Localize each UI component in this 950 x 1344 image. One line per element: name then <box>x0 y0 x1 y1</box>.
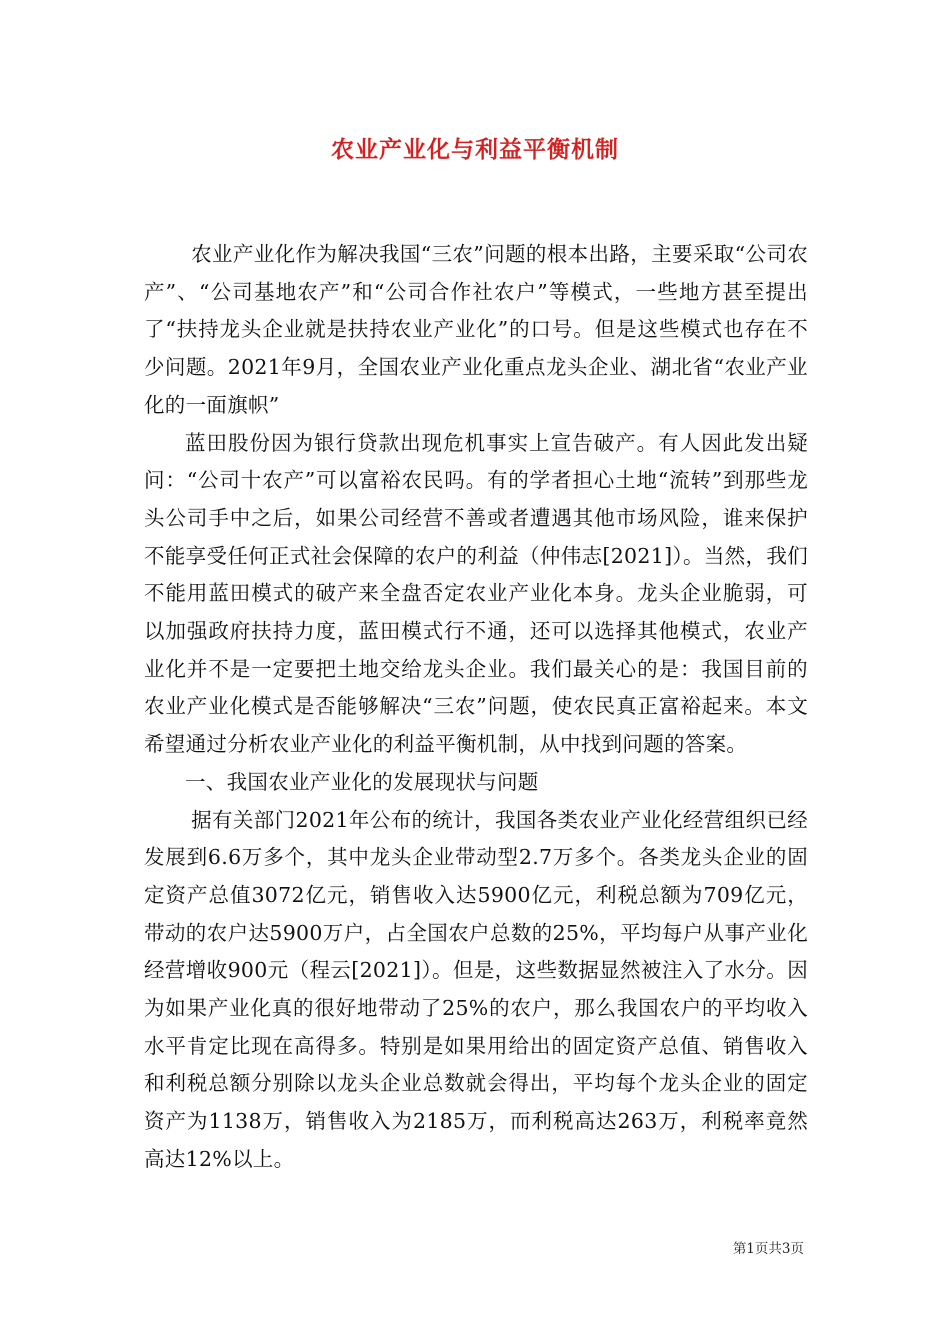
body-paragraph: 据有关部门2021年公布的统计，我国各类农业产业化经营组织已经发展到6.6万多个，其中龙头企业带动型2.7万多个。各类龙头企业的固定资产总值3072亿元，销售收入达5900亿元，利税总额为709亿元，带动的农户达5900万户，占全国农户总数的25%，平均每户从事产业化经营增收900元（程云[2021]）。但是，这些数据显然被注入了水分。因为如果产业化真的很好地带动了25%的农户，那么我国农户的平均收入水平肯定比现在高得多。特别是如果用给出的固定资产总值、销售收入和利税总额分别除以龙头企业总数就会得出，平均每个龙头企业的固定资产为1138万，销售收入为2185万，而利税高达263万，利税率竟然高达12%以上。 <box>144 807 808 1171</box>
body-paragraph: 蓝田股份因为银行贷款出现危机事实上宣告破产。有人因此发出疑问：“公司十农产”可以富裕农民吗。有的学者担心土地“流转”到那些龙头公司手中之后，如果公司经营不善或者遭遇其他市场风险，谁来保护不能享受任何正式社会保障的农户的利益（仲伟志[2021]）。当然，我们不能用蓝田模式的破产来全盘否定农业产业化本身。龙头企业脆弱，可以加强政府扶持力度，蓝田模式行不通，还可以选择其他模式，农业产业化并不是一定要把土地交给龙头企业。我们最关心的是：我国目前的农业产业化模式是否能够解决“三农”问题，使农民真正富裕起来。本文希望通过分析农业产业化的利益平衡机制，从中找到问题的答案。 <box>144 430 808 757</box>
section-heading: 一、我国农业产业化的发展现状与问题 <box>185 769 539 794</box>
page-number-footer: 第1页共3页 <box>732 1241 804 1257</box>
document-body <box>144 236 808 1179</box>
body-paragraph: 农业产业化作为解决我国“三农”问题的根本出路，主要采取“公司农产”、“公司基地农产”和“公司合作社农户”等模式，一些地方甚至提出了“扶持龙头企业就是扶持农业产业化”的口号。但是这些模式也存在不少问题。2021年9月，全国农业产业化重点龙头企业、湖北省“农业产业化的一面旗帜” <box>144 242 808 417</box>
document-title: 农业产业化与利益平衡机制 <box>331 136 619 163</box>
